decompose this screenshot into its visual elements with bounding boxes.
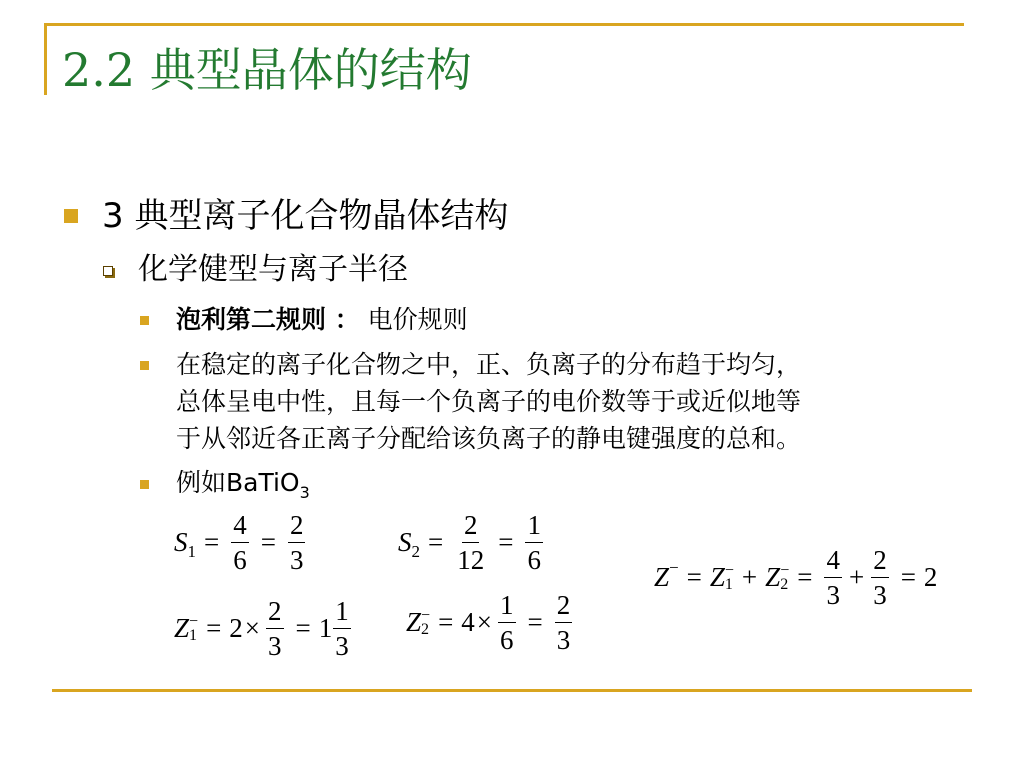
formula-s1 bbox=[174, 508, 309, 577]
var: Z bbox=[174, 613, 190, 643]
bullet-small-square-icon bbox=[140, 361, 149, 370]
numerator: 1 bbox=[333, 594, 351, 629]
result: 2 bbox=[923, 562, 938, 592]
denominator: 6 bbox=[233, 545, 247, 575]
example-line bbox=[176, 466, 310, 502]
bullet-hollow-square-icon bbox=[103, 266, 113, 276]
superscript: − bbox=[421, 606, 431, 624]
rule-name: 电价规则 bbox=[367, 305, 468, 334]
title-rule-horizontal bbox=[44, 23, 964, 26]
fraction bbox=[455, 508, 486, 577]
formula-s2 bbox=[398, 508, 547, 577]
fraction bbox=[824, 543, 842, 612]
equals: = bbox=[686, 562, 702, 592]
title-rule-vertical bbox=[44, 23, 47, 95]
fraction bbox=[498, 588, 516, 657]
equals: = bbox=[295, 613, 311, 643]
bullet-level2-text: 化学健型与离子半径 bbox=[138, 252, 408, 287]
fraction bbox=[871, 543, 889, 612]
slide-title: 2.2 典型晶体的结构 bbox=[62, 43, 472, 97]
times: × bbox=[244, 613, 261, 643]
equals: = bbox=[260, 527, 276, 557]
plus: + bbox=[848, 562, 865, 592]
equals: = bbox=[527, 607, 543, 637]
subscript: 2 bbox=[421, 620, 430, 638]
var: Z bbox=[765, 562, 781, 592]
subscript: 2 bbox=[780, 575, 789, 593]
denominator: 3 bbox=[289, 545, 304, 575]
numerator: 2 bbox=[555, 588, 573, 623]
denominator: 12 bbox=[457, 545, 485, 575]
numerator: 1 bbox=[525, 508, 543, 543]
numerator: 4 bbox=[824, 543, 842, 578]
fraction bbox=[555, 588, 573, 657]
rule-line bbox=[176, 303, 468, 336]
superscript: − bbox=[189, 612, 199, 630]
rule-bold-label: 泡利第二规则 ： bbox=[176, 305, 360, 334]
var: Z bbox=[654, 562, 670, 592]
rule-desc-line-2: 总体呈电中性，且每一个负离子的电价数等于或近似地等 bbox=[176, 387, 802, 416]
footer-rule bbox=[52, 689, 972, 692]
denominator: 3 bbox=[556, 625, 571, 655]
fraction bbox=[266, 594, 284, 663]
bullet-small-square-icon bbox=[140, 316, 149, 325]
equals: = bbox=[797, 562, 813, 592]
formula-z-total bbox=[654, 543, 937, 612]
subscript: 1 bbox=[187, 541, 196, 561]
formula-z1 bbox=[174, 594, 355, 663]
subscript: 2 bbox=[411, 541, 420, 561]
rule-desc-line-1: 在稳定的离子化合物之中，正、负离子的分布趋于均匀， bbox=[176, 350, 802, 379]
bullet-small-square-icon bbox=[140, 480, 149, 489]
coefficient: 4 bbox=[461, 607, 475, 637]
denominator: 6 bbox=[527, 545, 541, 575]
numerator: 2 bbox=[288, 508, 306, 543]
denominator: 3 bbox=[335, 631, 349, 661]
formula-z2 bbox=[406, 588, 576, 657]
denominator: 3 bbox=[268, 631, 282, 661]
whole-part: 1 bbox=[318, 613, 333, 643]
example-subscript: 3 bbox=[299, 483, 310, 502]
bullet-level1-text: 3 典型离子化合物晶体结构 bbox=[102, 196, 509, 236]
fraction bbox=[231, 508, 249, 577]
plus: + bbox=[741, 562, 758, 592]
denominator: 3 bbox=[873, 580, 887, 610]
equals: = bbox=[206, 613, 222, 643]
fraction bbox=[333, 594, 351, 663]
equals: = bbox=[438, 607, 454, 637]
var: S bbox=[398, 527, 412, 557]
rule-desc-line-3: 于从邻近各正离子分配给该负离子的静电键强度的总和。 bbox=[176, 424, 802, 453]
denominator: 3 bbox=[826, 580, 840, 610]
denominator: 6 bbox=[500, 625, 514, 655]
var: Z bbox=[406, 607, 422, 637]
numerator: 2 bbox=[871, 543, 889, 578]
numerator: 2 bbox=[462, 508, 480, 543]
numerator: 4 bbox=[231, 508, 249, 543]
subscript: 1 bbox=[189, 626, 198, 644]
equals: = bbox=[900, 562, 916, 592]
numerator: 2 bbox=[266, 594, 284, 629]
times: × bbox=[476, 607, 493, 637]
bullet-square-icon bbox=[64, 209, 78, 223]
superscript: − bbox=[780, 561, 790, 579]
superscript: − bbox=[724, 561, 734, 579]
var: Z bbox=[709, 562, 725, 592]
example-prefix: 例如BaTiO bbox=[176, 468, 300, 497]
equals: = bbox=[498, 527, 514, 557]
equals: = bbox=[204, 527, 220, 557]
fraction bbox=[288, 508, 306, 577]
var: S bbox=[174, 527, 188, 557]
numerator: 1 bbox=[498, 588, 516, 623]
subscript: 1 bbox=[724, 575, 733, 593]
superscript: − bbox=[669, 557, 679, 577]
equals: = bbox=[428, 527, 444, 557]
fraction bbox=[525, 508, 543, 577]
coefficient: 2 bbox=[229, 613, 243, 643]
